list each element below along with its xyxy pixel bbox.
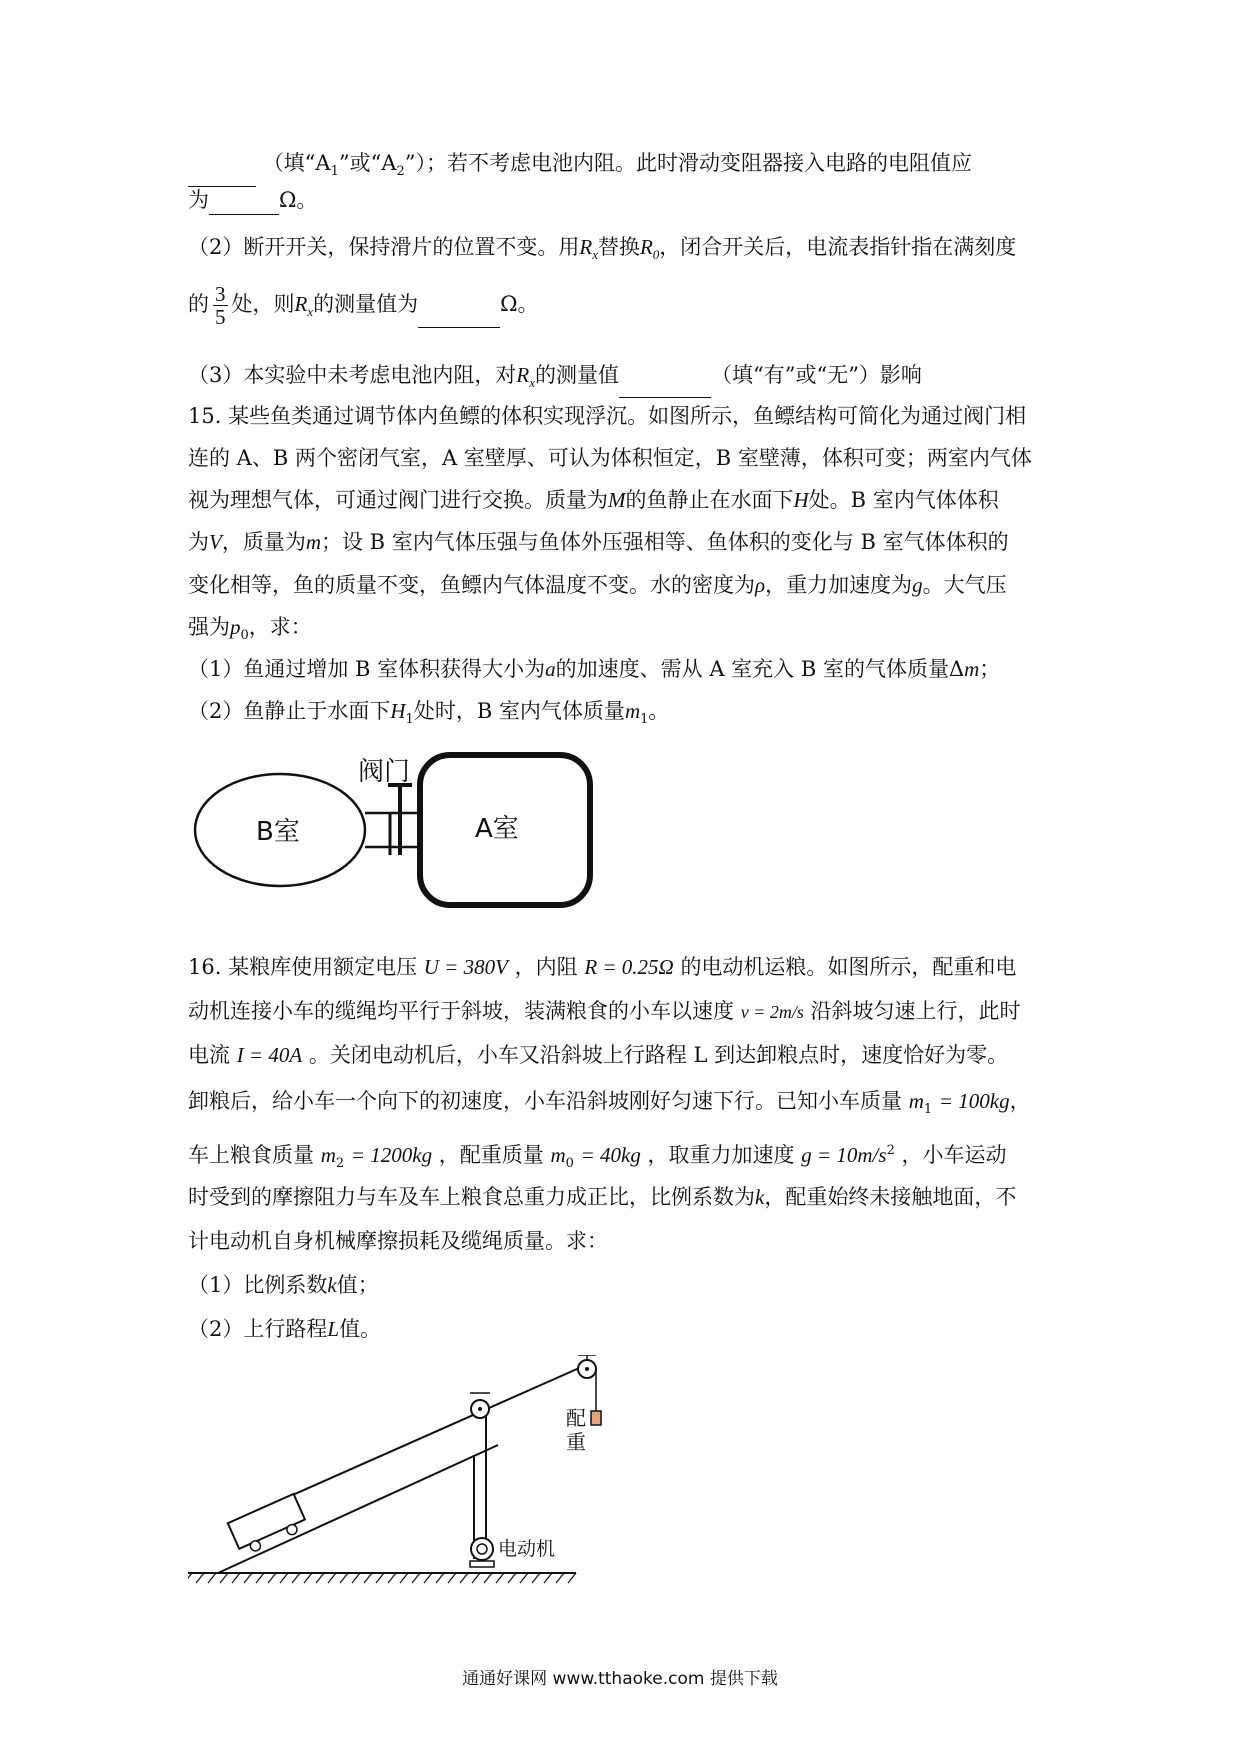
- cart: [228, 1494, 309, 1557]
- answer-blank[interactable]: [188, 162, 256, 187]
- q16-line-4: 卸粮后，给小车一个向下的初速度，小车沿斜坡刚好匀速下行。已知小车质量 $m_1 = 100kg$，: [188, 1089, 1031, 1118]
- top-pulley: [578, 1355, 596, 1378]
- q16-sub-2: （2）上行路程L值。: [188, 1317, 382, 1341]
- q15-sub-2: （2）鱼静止于水面下$H_1$处时，B 室内气体质量$m_1$。: [188, 699, 670, 728]
- q14-part-3: （3）本实验中未考虑电池内阻，对$R_x$的测量值 （填“有”或“无”）影响: [188, 360, 1068, 398]
- q15-line-6: 强为$p_0$，求：: [188, 615, 312, 644]
- q15-line-5: 变化相等，鱼的质量不变，鱼鳔内气体温度不变。水的密度为ρ，重力加速度为g。大气压: [188, 573, 1007, 597]
- q14-part-2: （2）断开开关，保持滑片的位置不变。用$R_x$替换$R_0$，闭合开关后，电流表指针指在满刻度: [188, 235, 1017, 263]
- incline-diagram: [188, 1355, 608, 1595]
- ground-hatching: [188, 1573, 576, 1583]
- swim-bladder-diagram: [190, 745, 610, 915]
- footer-text: 通通好课网 www.tthaoke.com 提供下载: [462, 1669, 778, 1689]
- q16-line-5: 车上粮食质量 $m_2 = 1200kg$ ，配重质量 $m_0 = 40kg$ ，取重力加速度 $g = 10m/s^2$ ，小车运动: [188, 1143, 1007, 1172]
- q16-line-7: 计电动机自身机械摩擦损耗及缆绳质量。求：: [188, 1229, 608, 1253]
- counterweight-label-2: 重: [566, 1430, 586, 1454]
- q14-line-2: 为 Ω。: [188, 185, 1068, 215]
- q16-line-3: 电流 I = 40A 。关闭电动机后，小车又沿斜坡上行路程 L 到达卸粮点时，速度恰好为零。: [188, 1043, 1009, 1067]
- q15-line-1: 15. 某些鱼类通过调节体内鱼鳔的体积实现浮沉。如图所示，鱼鳔结构可简化为通过阀门相: [188, 404, 1027, 428]
- middle-pulley: [470, 1393, 490, 1418]
- q14-part-2-cont: 的 $\frac{3}{5}$ 处，则$R_x$的测量值为 Ω。: [188, 282, 539, 329]
- q16-line-2: 动机连接小车的缆绳均平行于斜坡，装满粮食的小车以速度 v = 2m/s 沿斜坡匀速上行，此时: [188, 999, 1021, 1023]
- q14-line-1: （填“$A_1$”或“$A_2$”）；若不考虑电池内阻。此时滑动变阻器接入电路的电阻值应: [188, 148, 1068, 187]
- motor: [470, 1538, 494, 1567]
- q15-sub-1: （1）鱼通过增加 B 室体积获得大小为a的加速度、需从 A 室充入 B 室的气体质量Δm；: [188, 657, 1001, 681]
- chamber-b-label: B室: [256, 817, 300, 847]
- answer-blank[interactable]: [209, 190, 279, 215]
- motor-label: 电动机: [498, 1538, 556, 1560]
- q15-line-3: 视为理想气体，可通过阀门进行交换。质量为M的鱼静止在水面下H处。B 室内气体体积: [188, 488, 999, 512]
- counterweight-label-1: 配: [566, 1406, 586, 1430]
- q16-line-6: 时受到的摩擦阻力与车及车上粮食总重力成正比，比例系数为k，配重始终未接触地面，不: [188, 1185, 1017, 1209]
- answer-blank[interactable]: [619, 373, 711, 398]
- q16-sub-1: （1）比例系数k值；: [188, 1273, 379, 1297]
- q15-line-2: 连的 A、B 两个密闭气室，A 室壁厚、可认为体积恒定，B 室壁薄，体积可变；两室内气体: [188, 446, 1032, 470]
- q16-line-1: 16. 某粮库使用额定电压 U = 380V ，内阻 R = 0.25Ω 的电动机运粮。如图所示，配重和电: [188, 955, 1017, 979]
- fraction: $\frac{3}{5}$: [215, 282, 226, 329]
- answer-blank[interactable]: [418, 303, 500, 328]
- counterweight: [591, 1411, 601, 1425]
- q15-line-4: 为V，质量为m；设 B 室内气体压强与鱼体外压强相等、鱼体积的变化与 B 室气体体积的: [188, 530, 1009, 554]
- chamber-a-label: A室: [475, 814, 519, 844]
- valve-label: 阀门: [358, 757, 411, 787]
